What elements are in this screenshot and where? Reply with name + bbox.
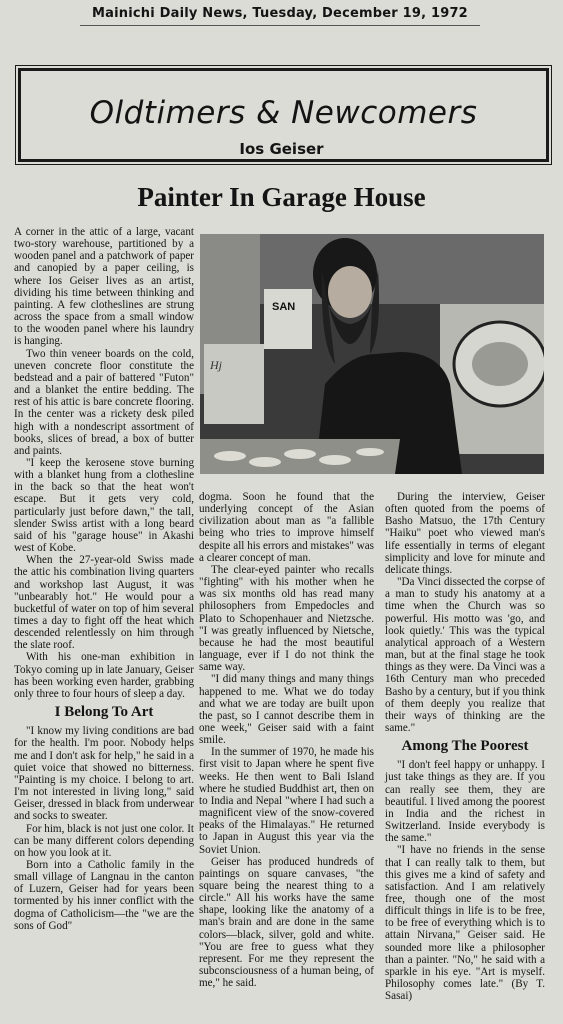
masthead: Mainichi Daily News, Tuesday, December 19, 1972 [92,6,468,21]
paragraph: "I don't feel happy or unhappy. I just take things as they are. If you can really see them, they are beautiful. I lived among the poorest in India and the richest in Switzerland. Inside everybody is the same." [385,759,545,845]
paragraph: "I did many things and many things happened to me. What we do today and what we are today are built upon the past, so I cannot describe them in one week," Geiser said with a faint smile. [199,673,374,747]
paragraph: When the 27-year-old Swiss made the attic his combination living quarters and workshop last August, it was "unbearably hot." He would pour a bucketful of water on top of him several times a day to fight off the heat which descended relentlessly on him through the slate roof. [14,554,194,652]
paragraph: dogma. Soon he found that the underlying concept of the Asian civilization about man as "a fallible being who tries to improve himself despite all his errors and mistakes" was a clearer concept of man. [199,491,374,564]
paragraph: "I have no friends in the sense that I can really talk to them, but this gives me a kind of safety and satisfaction. And I am relatively free, though one of the most difficult things in life is to be free, to be free of everything which is to attain Nirvana," Geiser said. He sounded more like a philosopher than a painter. "No," he said with a sparkle in his eye. "Art is myself. Philosophy comes late." (By T. Sasai) [385,844,545,1003]
paragraph: Geiser has produced hundreds of paintings on square canvases, "the square being the nearest thing to a circle." All his works have the same shape, looking like the anatomy of a man's brain and are done in the same colors—black, silver, gold and white. "You are free to guess what they represent. For me they represent the subconsciousness of a human being, of me," he said. [199,855,374,990]
paragraph: For him, black is not just one color. It can be many different colors depending on how you look at it. [14,822,194,859]
article-column-1 [14,226,194,932]
article-column-2 [199,491,374,989]
svg-text:Hj: Hj [210,358,222,372]
paragraph: "I know my living conditions are bad for the health. I'm poor. Nobody helps me and I don't ask for help," he said in a quiet voice that showed no bitterness. "Painting is my choice. I belong to art. I'm not interested in living long," said Geiser, dressed in black from underwear and socks to sweater. [14,725,194,823]
photo-sign-text: SAN [272,301,296,313]
paragraph: A corner in the attic of a large, vacant two-story warehouse, partitioned by a wooden panel and a patchwork of paper and canopied by a paper ceiling, is where Ios Geiser lives as an artist, dividing his time between thinking and painting. A few clotheslines are strung across the space from a small window to the wooden panel where his laundry is hanging. [14,226,194,348]
subheading-among-the-poorest: Among The Poorest [401,738,529,755]
paragraph: Two thin veneer boards on the cold, uneven concrete floor constitute the bedstead and a pair of battered "Futon" and a blanket the entire bedding. The rest of his attic is bare concrete flooring. In the center was a rickety desk piled high with a nondescript assortment of books, slices of bread, a box of butter and paints. [14,347,194,457]
article-column-3 [385,491,545,1002]
artist-photo [200,234,544,474]
byline-wrap [0,140,563,159]
subheading-belong-to-art: I Belong To Art [54,704,154,721]
column-title: Oldtimers & Newcomers [89,95,478,131]
paragraph: "Da Vinci dissected the corpse of a man to study his anatomy at a time when the Church was so powerful. His motto was 'go, and look quietly.' This was the typical analytical approach of a Western man, but at the final stage he took things as they were. Da Vinci was a 16th Century man who preceded Basho by a century, but if you think of them deeply you realize that their ways of thinking are the same." [385,576,545,734]
photo-illustration [200,234,544,474]
paragraph: During the interview, Geiser often quoted from the poems of Basho Matsuo, the 17th Century "Haiku" poet who viewed man's life essentially in terms of elegant simplicity and love for minute and delicate things. [385,491,545,576]
headline: Painter In Garage House [137,182,426,212]
paragraph: The clear-eyed painter who recalls "fighting" with his mother when he was six months old has read many philosophers from Empedocles and Plato to Schopenhauer and Nietzsche. "I was greatly influenced by Nietsche, because he had the most beautiful language, ever if I do not think the same way. [199,563,374,674]
paragraph: "I keep the kerosene stove burning with a blanket hung from a clothesline in the back so that the heat won't escape. But it gets very cold, particularly just before dawn," the tall, slender Swiss artist with a long beard said of his "garage house" in Akashi west of Kobe. [14,456,194,555]
byline: Ios Geiser [229,140,333,158]
paragraph: In the summer of 1970, he made his first visit to Japan where he spent five weeks. He then went to Bali Island where he studied Buddhist art, then on to India and Nepal "where I had such a magnificent view of the snow-covered peaks of the Himalayas." He returned to Japan in August this year via the Soviet Union. [199,746,374,856]
paragraph: With his one-man exhibition in Tokyo coming up in late January, Geiser has been working even harder, grabbing only three to four hours of sleep a day. [14,651,194,700]
paragraph: Born into a Catholic family in the small village of Langnau in the canton of Luzern, Geiser had for years been tormented by his inner conflict with the dogma of Catholicism—the "we are the sons of God" [14,858,194,932]
masthead-rule [80,25,480,26]
